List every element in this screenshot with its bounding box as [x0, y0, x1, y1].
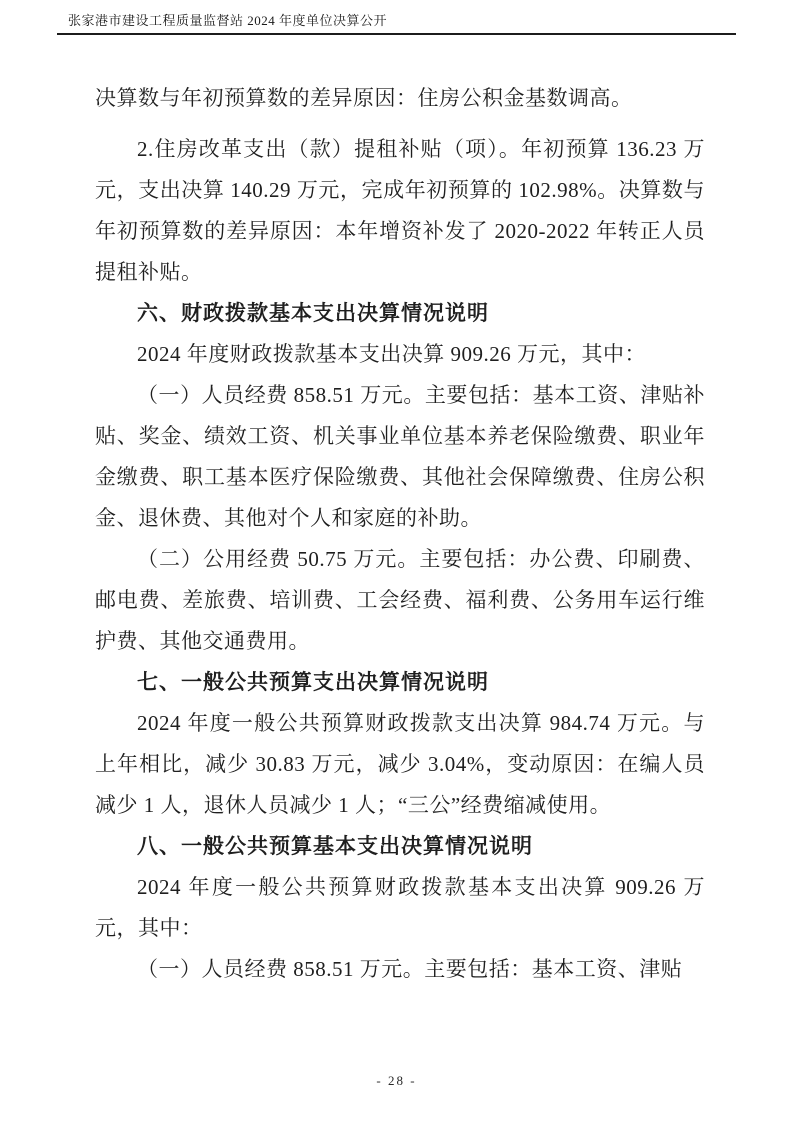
paragraph-public-expense: （二）公用经费 50.75 万元。主要包括：办公费、印刷费、邮电费、差旅费、培训费、工会经费、福利费、公务用车运行维护费、其他交通费用。	[95, 547, 705, 653]
page-number: - 28 -	[376, 1073, 417, 1088]
paragraph-fiscal-basic-expense-total: 2024 年度财政拨款基本支出决算 909.26 万元，其中：	[137, 342, 646, 366]
section-heading-6: 六、财政拨款基本支出决算情况说明	[137, 301, 489, 325]
section-heading-7: 七、一般公共预算支出决算情况说明	[137, 670, 489, 694]
section-heading-8: 八、一般公共预算基本支出决算情况说明	[137, 834, 533, 858]
running-header	[57, 10, 736, 35]
document-body	[95, 78, 705, 1018]
paragraph-housing-reform-expense: 2.住房改革支出（款）提租补贴（项）。年初预算 136.23 万元，支出决算 140.29 万元，完成年初预算的 102.98%。决算数与年初预算数的差异原因：本年增资补发了 2020-2022 年转正人员提租补贴。	[95, 137, 705, 284]
header-title: 张家港市建设工程质量监督站 2024 年度单位决算公开	[68, 13, 388, 28]
paragraph-general-budget-expense: 2024 年度一般公共预算财政拨款支出决算 984.74 万元。与上年相比，减少 30.83 万元，减少 3.04%，变动原因：在编人员减少 1 人，退休人员减少 1 人；“三公”经费缩减使用。	[95, 711, 705, 817]
page-footer	[0, 1073, 793, 1089]
paragraph-budget-diff-reason: 决算数与年初预算数的差异原因：住房公积金基数调高。	[95, 86, 633, 110]
paragraph-general-budget-basic-expense: 2024 年度一般公共预算财政拨款基本支出决算 909.26 万元，其中：	[95, 875, 705, 940]
paragraph-personnel-expense-continued: （一）人员经费 858.51 万元。主要包括：基本工资、津贴	[137, 957, 683, 981]
paragraph-personnel-expense: （一）人员经费 858.51 万元。主要包括：基本工资、津贴补贴、奖金、绩效工资、机关事业单位基本养老保险缴费、职业年金缴费、职工基本医疗保险缴费、其他社会保障缴费、住房公积金、退休费、其他对个人和家庭的补助。	[95, 383, 705, 530]
